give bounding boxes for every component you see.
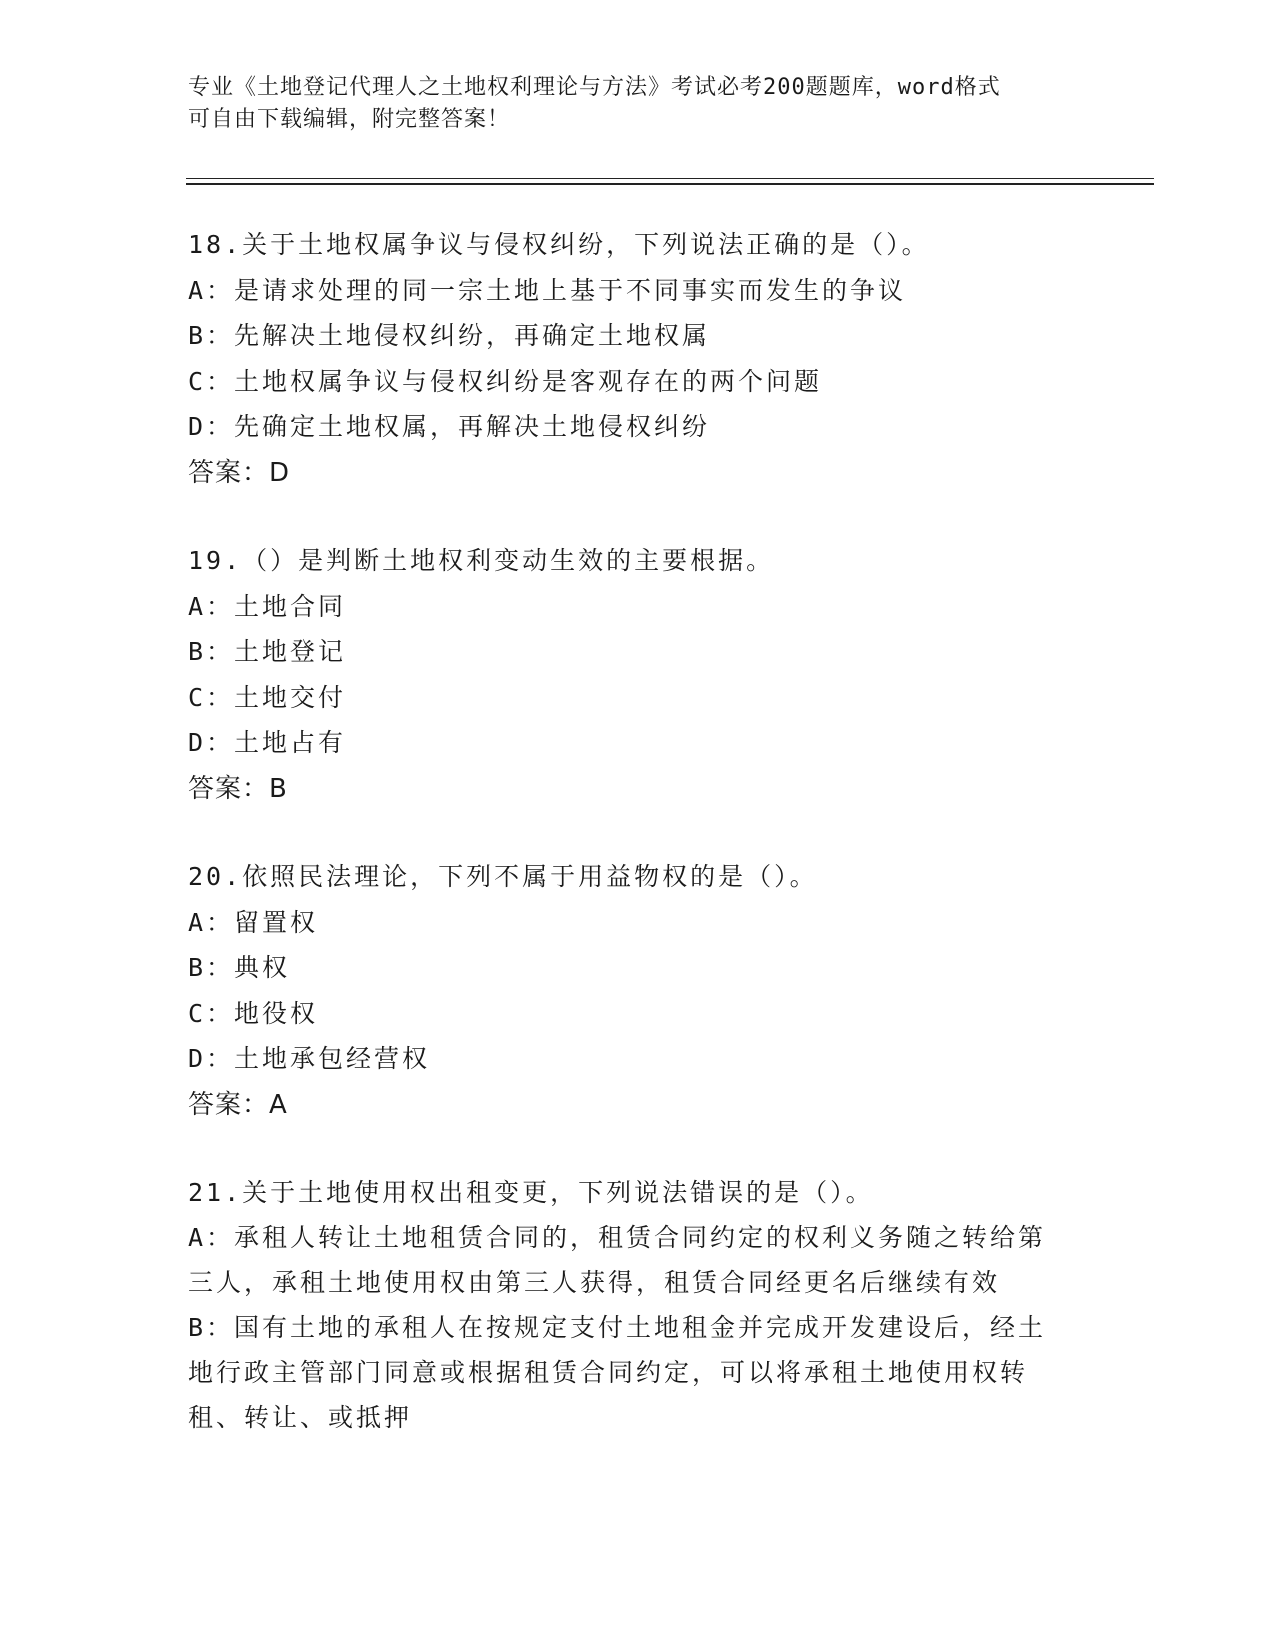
question-stem: 20.依照民法理论，下列不属于用益物权的是（）。	[188, 862, 818, 891]
header-line-1: 专业《土地登记代理人之土地权利理论与方法》考试必考200题题库，word格式	[188, 75, 1001, 100]
header-line-2: 可自由下载编辑，附完整答案！	[188, 107, 511, 132]
option-text-line: B：国有土地的承租人在按规定支付土地租金并完成开发建设后，经土	[188, 1313, 1047, 1342]
option-d: D：先确定土地权属，再解决土地侵权纠纷	[188, 412, 711, 441]
header-divider-thick	[186, 183, 1154, 185]
option-text-line: 三人，承租土地使用权由第三人获得，租赁合同经更名后继续有效	[188, 1268, 1001, 1297]
option-c: C：土地权属争议与侵权纠纷是客观存在的两个问题	[188, 366, 823, 396]
option-b: B：先解决土地侵权纠纷，再确定土地权属	[188, 321, 711, 350]
option-d: D：土地占有	[188, 728, 347, 757]
question-stem: 21.关于土地使用权出租变更，下列说法错误的是（）。	[188, 1178, 874, 1207]
header-divider-thin	[186, 178, 1154, 179]
question-20	[188, 854, 1088, 1128]
answer-line: 答案：D	[188, 457, 291, 488]
question-stem: 19.（）是判断土地权利变动生效的主要根据。	[188, 546, 775, 575]
document-header	[188, 72, 1088, 136]
option-b: B：典权	[188, 953, 291, 982]
option-c: C：土地交付	[188, 682, 347, 712]
option-a: A：土地合同	[188, 591, 347, 621]
option-a: A：是请求处理的同一宗土地上基于不同事实而发生的争议	[188, 275, 907, 305]
question-19	[188, 538, 1088, 812]
question-stem: 18.关于土地权属争议与侵权纠纷，下列说法正确的是（）。	[188, 230, 930, 259]
question-21	[188, 1170, 1088, 1440]
question-18	[188, 222, 1088, 496]
option-d: D：土地承包经营权	[188, 1044, 431, 1073]
option-a: A：留置权	[188, 907, 319, 937]
option-text-line: A：承租人转让土地租赁合同的，租赁合同约定的权利义务随之转给第	[188, 1223, 1047, 1252]
option-c: C：地役权	[188, 998, 319, 1028]
answer-line: 答案：B	[188, 773, 288, 804]
option-text-line: 地行政主管部门同意或根据租赁合同约定，可以将承租土地使用权转	[188, 1358, 1029, 1387]
answer-line: 答案：A	[188, 1089, 288, 1120]
option-b: B：土地登记	[188, 637, 347, 666]
option-text-line: 租、转让、或抵押	[188, 1403, 413, 1432]
